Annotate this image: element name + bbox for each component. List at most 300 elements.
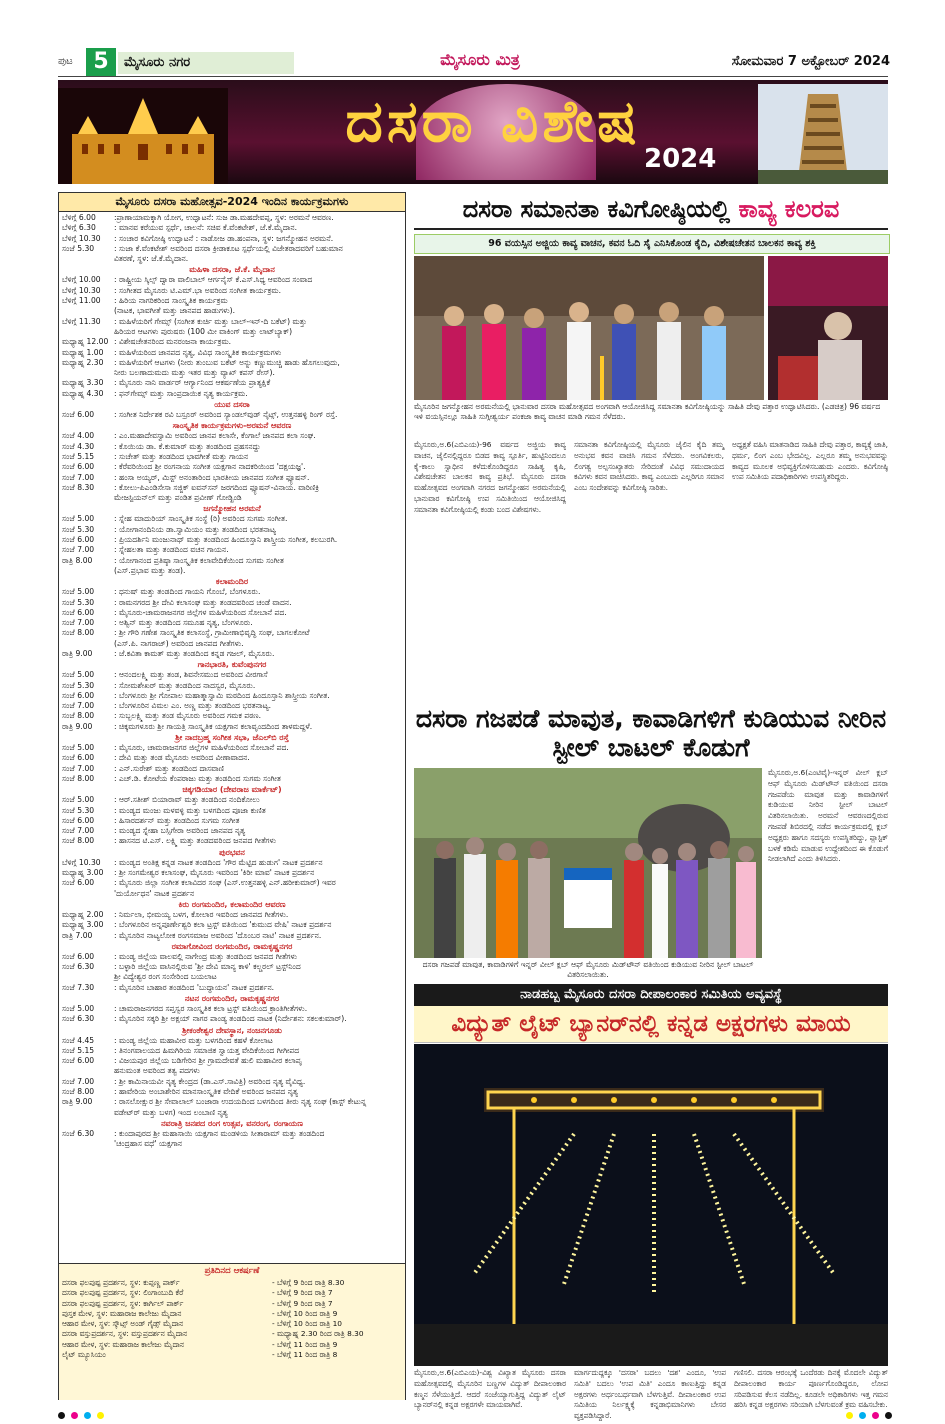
event-description: : ಕೆರೆವರಿಯಿಂದ ಶ್ರೀ ರಂಗನಾಯ ಸಂಗೀತ ಯಕ್ಷಗಾನ ನಾದಕರಿಯಿಂದ 'ದಕ್ಷಯಜ್ಞ'. xyxy=(114,462,306,472)
event-description: : ಮಂಡ್ಯ ಜಿಲ್ಲೆಯ ವಾಲವಲ್ಲಿ ನಾಗೇಂದ್ರ ಮತ್ತು ತಂಡದಿಂದ ಜನಪದ ಗೀತೆಗಳು xyxy=(114,951,298,961)
event-time: ಸಂಜೆ 7.30 xyxy=(62,982,95,992)
event-time: ಮಧ್ಯಾಹ್ನ 2.30 xyxy=(62,357,104,367)
schedule-row xyxy=(59,931,405,941)
schedule-row xyxy=(59,649,405,659)
schedule-row xyxy=(59,722,405,732)
event-time: ಸಂಜೆ 5.00 xyxy=(62,743,95,753)
venue-heading: ಸಾಂಸ್ಕೃತಿಕ ಕಾರ್ಯಕ್ರಮಗಳು-ಅರಮನೆ ಆವರಣ xyxy=(172,421,292,431)
schedule-row xyxy=(59,795,405,805)
attraction-hours: - ಬೆಳಿಗ್ಗೆ 9 ರಿಂದ ರಾತ್ರಿ 7 xyxy=(272,1298,333,1308)
attraction-row xyxy=(59,1329,405,1339)
event-description: (ಎಸ್.ಪ್ರಭಾವ ಮತ್ತು ತಂಡ). xyxy=(114,565,186,575)
schedule-row xyxy=(59,389,405,399)
event-description: : ಮಾನವ ಕರೆಯುವ ಸ್ಪರ್ಧೆ, ಚಾಲನೆ: ಸಚಿವ ಕೆ.ವೆಂಕಟೇಶ್, ಜೆ.ಕೆ.ಮೈದಾನ. xyxy=(114,223,298,233)
registration-dots-right xyxy=(846,1404,898,1423)
event-description: : ಶ್ರೀ ಕಾಮಿನಾಯವೀ ನೃತ್ಯ ಕೇಂದ್ರದ (ಡಾ.ಎಸ್.ಸಾವಿತ್ರಿ) ಅವರಿಂದ ನೃತ್ಯ ವೈವಿಧ್ಯ. xyxy=(114,1076,306,1086)
schedule-row xyxy=(59,296,405,306)
daily-attractions-box xyxy=(59,1263,405,1400)
newspaper-name: ಮೈಸೂರು ಮಿತ್ರ xyxy=(440,50,520,69)
schedule-row xyxy=(59,275,405,285)
schedule-row xyxy=(59,691,405,701)
page-number: 5 xyxy=(86,48,116,76)
event-time: ಸಂಜೆ 7.00 xyxy=(62,545,95,555)
story2-headline: ದಸರಾ ಗಜಪಡೆ ಮಾವುತ, ಕಾವಾಡಿಗಳಿಗೆ ಕುಡಿಯುವ ನೀರಿನ ಸ್ಟೀಲ್ ಬಾಟಲ್ ಕೊಡುಗೆ xyxy=(415,704,887,762)
event-time xyxy=(59,566,114,576)
story3-photo-light-arch xyxy=(414,1044,888,1366)
schedule-row xyxy=(59,1139,405,1149)
event-description: : ಸ್ನೇಹಲತಾ ಮತ್ತು ತಂಡದಿಂದ ವಚನ ಗಾಯನ. xyxy=(114,545,229,555)
story1-headline xyxy=(414,190,888,230)
schedule-row xyxy=(59,1129,405,1139)
schedule-row xyxy=(59,711,405,721)
event-time: ಮಧ್ಯಾಹ್ನ 1.00 xyxy=(62,347,104,357)
event-time: ಸಂಜೆ 8.00 xyxy=(62,1087,95,1097)
event-time: ಸಂಜೆ 4.45 xyxy=(62,1035,95,1045)
event-description: : ಮಹಿಳೆಯರಿಂದ ಜಾನಪದ ನೃತ್ಯ, ವಿವಿಧ ಸಾಂಸ್ಕೃತಿಕ ಕಾರ್ಯಕ್ರಮಗಳು xyxy=(114,347,282,357)
event-time: ಸಂಜೆ 5.00 xyxy=(62,670,95,680)
schedule-row xyxy=(59,327,405,337)
story1-column-2: ಸಮಾನತಾ ಕವಿಗೋಷ್ಠಿಯಲ್ಲಿ ಮೈಸೂರು ಜೈಲಿನ ಕೈದಿ ತಮ್ಮ ಅನುಭವ ಕವನ ವಾಚಿಸಿ ಗಮನ ಸೆಳೆದರು. ಅಂಗವಿಕಲರು, ಲಿಂಗತ್ವ ಅಲ್ಪಸಂಖ್ಯಾತರು ಸೇರಿದಂತೆ ವಿವಿಧ ಸಮುದಾಯದ ಕವಿಗಳು ಕವನ ವಾಚಿಸಿದರು. ಕಾವ್ಯ ಎಂಬುದು ಎಲ್ಲರಿಗೂ ಸಮಾನ ಎಂಬ ಸಂದೇಶವನ್ನು ಕವಿಗೋಷ್ಠಿ ಸಾರಿತು. xyxy=(574,440,724,493)
schedule-row xyxy=(59,1087,405,1097)
venue-heading: ಶ್ರೀಕಂಠೇಶ್ವರ ದೇವಸ್ಥಾನ, ನಂಜನಗೂಡು xyxy=(182,1025,282,1035)
schedule-row xyxy=(59,348,405,358)
event-description: : ಫನ್‌ಗೇಮ್ಸ್ ಮತ್ತು ಸಾಂಪ್ರದಾಯಿಕ ನೃತ್ಯ ಕಾರ್ಯಕ್ರಮ. xyxy=(114,388,248,398)
attraction-name: ದಸರಾ ಫಲಪುಷ್ಪ ಪ್ರದರ್ಶನ, ಸ್ಥಳ: ಲಿಂಗಾಂಬುದಿ ಕೆರೆ xyxy=(62,1288,184,1298)
venue-heading: ಮಹಿಳಾ ದಸರಾ, ಜೆ.ಕೆ. ಮೈದಾನ xyxy=(189,265,275,275)
schedule-row xyxy=(59,910,405,920)
event-time: ಸಂಜೆ 5.30 xyxy=(62,524,95,534)
schedule-row xyxy=(59,1066,405,1076)
event-description: : ಎಂ.ಮಹಾದೇವಸ್ವಾಮಿ ಅವರಿಂದ ಜಾನಪ ಕಲಾಸೇ, ಕೆಂಗಾಲೆ ಜಾನಪದ ಕಲಾ ಸಂಘ. xyxy=(114,431,316,441)
schedule-row xyxy=(59,889,405,899)
attraction-hours: - ಬೆಳಿಗ್ಗೆ 10 ರಿಂದ ರಾತ್ರಿ 10 xyxy=(272,1319,343,1329)
event-description: : ಹಾವೇರಿಯ ಅಂಬಾಶೇರಿನ ಮಾನಸಾಂಸ್ಕೃತಿಕ ವೇದಿಕೆ ಅವರಿಂದ ಜನಪದ ನೃತ್ಯ xyxy=(114,1087,298,1097)
schedule-row xyxy=(59,244,405,254)
event-time xyxy=(59,327,114,337)
event-time: ಸಂಜೆ 6.00 xyxy=(62,410,95,420)
event-time: ಮಧ್ಯಾಹ್ನ 2.00 xyxy=(62,909,104,919)
schedule-heading: ಮೈಸೂರು ದಸರಾ ಮಹೋತ್ಸವ-2024 ಇಂದಿನ ಕಾರ್ಯಕ್ರಮಗಳು xyxy=(59,193,405,212)
schedule-row xyxy=(59,452,405,462)
event-description: : ಅಶ್ವಿನ್ ಮತ್ತು ತಂಡದಿಂದ ಸಮೂಹ ನೃತ್ಯ, ಬೆಂಗಳೂರು. xyxy=(114,618,253,628)
schedule-row xyxy=(59,431,405,441)
event-description: (ಎಸ್.ಪಿ. ನಾಗರಾಜ್) ಅವರಿಂದ ಜಾನಪದ ಗೀತೆಗಳು. xyxy=(114,638,244,648)
schedule-row xyxy=(59,806,405,816)
event-description: : ಬೆಂಗಳೂರಿನ ವಿಮಲ ಎಂ. ಅಣ್ಣ ಮತ್ತು ತಂಡದಿಂದ ಭರತನಾಟ್ಯ. xyxy=(114,701,272,711)
schedule-row xyxy=(59,962,405,972)
schedule-row xyxy=(59,545,405,555)
schedule-row xyxy=(59,337,405,347)
events-schedule-box xyxy=(58,192,406,1400)
event-time: ಬೆಳಿಗ್ಗೆ 10.30 xyxy=(62,285,101,295)
event-description: : ಪ್ರಿಯದರ್ಶಿನಿ ಮಂಜುನಾಥ್ ಮತ್ತು ತಂಡದಿಂದ ಹಿಂದೂಸ್ತಾನಿ ಶಾಸ್ತ್ರೀಯ ಸಂಗೀತ, ಕಲಬುರಗಿ. xyxy=(114,535,338,545)
story2-photo-elephant-camp xyxy=(414,768,762,958)
event-description: : ಚಾಮರಾಜನಗರದ ಸಪ್ತಸ್ವರ ಸಾಂಸ್ಕೃತಿಕ ಕಲಾ ಟ್ರಸ್ಟ್ ವತಿಯಿಂದ ಕ್ರಾಂತಿಗೀತೆಗಳು. xyxy=(114,1004,308,1013)
schedule-row xyxy=(59,1046,405,1056)
story3-kicker: ನಾಡಹಬ್ಬ ಮೈಸೂರು ದಸರಾ ದೀಪಾಲಂಕಾರ ಸಮಿತಿಯ ಅವ್ಯವಸ್ಥೆ xyxy=(414,984,888,1006)
event-time: ಸಂಜೆ 7.00 xyxy=(62,826,95,836)
schedule-row xyxy=(59,639,405,649)
event-time: ಸಂಜೆ 7.00 xyxy=(62,472,95,482)
event-time: ಸಂಜೆ 6.00 xyxy=(62,753,95,763)
event-description: : ಕುಂದಾಪುರದ ಶ್ರೀ ಮಹಾಸಾಯಿ ಯಕ್ಷಗಾನ ಮಂಡಳಿಯ ಸೀತಾರಾಮ್ ಮತ್ತು ತಂಡದಿಂದ xyxy=(114,1128,325,1138)
dasara-special-banner xyxy=(58,80,888,184)
event-description: : ಹಿಸಾರದರ್ಶನ್ ಮತ್ತು ತಂಡದಿಂದ ಸುಗಮ ಸಂಗೀತ xyxy=(114,815,240,825)
event-description: : ಮಂಡ್ಯದ ಮಂಜು ಮಳವಳ್ಳಿ ಮತ್ತು ಬಳಗದಿಂದ ಪೂಜಾ ಕುಣಿತ xyxy=(114,805,266,815)
event-time: ರಾತ್ರಿ 9.00 xyxy=(62,721,93,731)
schedule-row xyxy=(59,868,405,878)
attraction-name: ಆಹಾರ ಮೇಳ, ಸ್ಥಳ: ಸ್ಕೌಟ್ಸ್ ಅಂಡ್ ಗೈಡ್ಸ್ ಮೈದಾನ xyxy=(62,1319,184,1329)
event-time: ಸಂಜೆ 6.30 xyxy=(62,962,95,972)
event-description: : ಯೋಗಾನಂದಿನಿಯ ಡಾ.ಸ್ವಾಮಿಯಂ ಮತ್ತು ತಂಡದಿಂದ ಭರತನಾಟ್ಯ xyxy=(114,524,276,534)
story1-headline-highlight: ಕಾವ್ಯ ಕಲರವ xyxy=(738,195,840,223)
event-time: ಸಂಜೆ 8.00 xyxy=(62,836,95,846)
event-description: : ಮಂಡ್ಯ ಜಿಲ್ಲೆಯ ಮಹಾವೀರ ಮತ್ತು ಬಳಗದಿಂದ ಕಹಳೆ ಕೋಲಾಟ xyxy=(114,1035,273,1045)
event-description: : ಮಂಡ್ಯದ ಸ್ನೇಹಾ ಬಸ್ಸಿಗೇರಾ ಅವರಿಂದ ಜಾನಪದ ನೃತ್ಯ xyxy=(114,826,246,836)
event-description: : ಜೆ.ಕವಿತಾ ಕಾಮತ್ ಮತ್ತು ತಂಡದಿಂದ ಕನ್ನಡ ಗಜಲ್, ಮೈಸೂರು. xyxy=(114,648,275,658)
schedule-row xyxy=(59,608,405,618)
event-description: : ಮೈಸೂರು ನಾನಿ ವಾರ್ಡರ್ ಆರ್ಗ್ಯಾನಿಂದ ಆಕರ್ಷಣೆಯ ಪ್ರಾತ್ಯಕ್ಷಿಕೆ xyxy=(114,378,271,388)
event-description: : ಆನಂದಲಕ್ಷ್ಮಿ ಮತ್ತು ತಂಡ, ಶಿವನೇಸಮುದ ಅವರಿಂದ ವೀರಗಾಸೆ xyxy=(114,670,268,680)
event-description: : ಮೈಸೂರಿನ ನಾಟ್ಯಲೋಕ ರಂಗಸಮಾಜ ಅವರಿಂದ 'ದೊಂಬರ ನಾಟಿ' ನಾಟಕ ಪ್ರದರ್ಶನ. xyxy=(114,930,322,940)
venue-heading: ಗಾನಭಾರತಿ, ಕುವೆಂಪುನಗರ xyxy=(197,660,267,670)
event-description: : ಶ್ರೀ ಗೌರಿ ಗಣೇಶ ಸಾಂಸ್ಕೃತಿಕ ಕಲಾಸಂಸ್ಥೆ, ಗ್ರಾಮೀಣಾಭಿವೃದ್ಧಿ ಸಂಘ, ಬಾಗಲಕೋಟೆ xyxy=(114,628,310,638)
palace-illustration xyxy=(58,88,228,184)
attraction-hours: - ಬೆಳಿಗ್ಗೆ 11 ರಿಂದ ರಾತ್ರಿ 9 xyxy=(272,1339,338,1349)
event-description: : ಮೈಸೂರಿನ ಬಾಹಾರ ತಂಡದಿಂದ 'ಬುದ್ಧಾಯನ' ನಾಟಕ ಪ್ರದರ್ಶನ. xyxy=(114,982,275,992)
attraction-name: ದಸರಾ ಫಲಪುಷ್ಪ ಪ್ರದರ್ಶನ, ಸ್ಥಳ: ಕಾರ್ಗಿಲ್ ಪಾರ್ಕ್ xyxy=(62,1298,184,1308)
schedule-row xyxy=(59,1056,405,1066)
event-time xyxy=(59,368,114,378)
schedule-row xyxy=(59,234,405,244)
event-time: ಸಂಜೆ 5.15 xyxy=(62,451,95,461)
event-time: ಸಂಜೆ 6.00 xyxy=(62,878,95,888)
attraction-row xyxy=(59,1350,405,1360)
story3-column-1: ಮೈಸೂರು,ಅ.6(ಎಬಿಎಯ)-ವಿಶ್ವ ವಿಖ್ಯಾತ ಮೈಸೂರು ದಸರಾ ಮಹೋತ್ಸವದಲ್ಲಿ ಮೈಸೂರಿನ ಬಣ್ಣಗಳ ವಿದ್ಯುತ್ ದೀಪಾಲಂಕಾರ ಕಣ್ಮನ ಸೆಳೆಯುತ್ತಿದೆ. ಆದರೆ ಸಂಜೆಯ್ಯಾಗುತ್ತಿದ್ದ ವಿದ್ಯುತ್ ಲೈಟ್ ಬ್ಯಾನರ್‌ನಲ್ಲಿ ಕನ್ನಡ ಅಕ್ಷರಗಳೇ ಮಾಯವಾಗಿವೆ. xyxy=(414,1368,566,1410)
attraction-name: ಲೈಟ್ ಮ್ಯೂಸಿಯಂ xyxy=(62,1350,106,1360)
venue-heading: ಶ್ರೀ ನಾದಬ್ರಹ್ಮ ಸಂಗೀತ ಸಭಾ, ಜೆಎಲ್‌ಬಿ ರಸ್ತೆ xyxy=(175,733,289,743)
event-description: : ರಾಸಲೋಕ್ಷುರ ಶ್ರೀ ಸೇವಾಲಾಲ್ ಬಂಜಾರಾ ಉದಯದಿಂದ ಬಳಗದಿಂದ ತೀರು ನೃತ್ಯ ಸಂಘ (ಕಾಸ್ಟ್ ಕೇಟುನ್ನ xyxy=(114,1097,367,1107)
event-time: ಬೆಳಿಗ್ಗೆ 6.30 xyxy=(62,223,96,233)
schedule-row xyxy=(59,1097,405,1107)
schedule-row xyxy=(59,483,405,493)
schedule-row xyxy=(59,1108,405,1118)
attraction-row xyxy=(59,1299,405,1309)
event-time: ಸಂಜೆ 6.00 xyxy=(62,951,95,961)
event-time: ಸಂಜೆ 5.00 xyxy=(62,1004,95,1013)
event-description: : ಬೆಂಗಳೂರಿನ ಅನ್ನಪೂರ್ಣೇಶ್ವರಿ ಕಲಾ ಟ್ರಸ್ಟ್ ವತಿಯಿಂದ 'ಕುಮುದ ವೇಷಿ' ನಾಟಕ ಪ್ರದರ್ಶನ xyxy=(114,920,332,930)
event-description: : ಮಹಿಳೆಯರಿಗೆ ಆಟಗಳು (ನೀರು ತುಂಬುವ ಬಕೆಟ್ ಅನ್ನು ಕಣ್ಣುಮುಚ್ಚಿ ಹಾಡು ಹೊಗಲುವುದು, xyxy=(114,357,340,367)
attraction-hours: - ಬೆಳಿಗ್ಗೆ 10 ರಿಂದ ರಾತ್ರಿ 9 xyxy=(272,1308,338,1318)
event-time: ಬೆಳಿಗ್ಗೆ 11.30 xyxy=(62,316,101,326)
event-time: ಬೆಳಿಗ್ಗೆ 10.00 xyxy=(62,275,101,285)
event-time xyxy=(59,972,114,982)
event-time: ಸಂಜೆ 6.00 xyxy=(62,462,95,472)
event-time: ಸಂಜೆ 6.30 xyxy=(62,1128,95,1138)
event-description: : ಕೊಯಿಯ ಡಾ. ಕೆ.ಕುಮಾರ್ ಮತ್ತು ತಂಡದಿಂದ ಪ್ರಹಸನದ್ದು xyxy=(114,441,261,451)
schedule-list xyxy=(59,213,405,1150)
event-description: : ಎಚ್.ಡಿ. ಕೋಟೆಯ ಕೆಂಪರಾಜು ಮತ್ತು ತಂಡದಿಂದ ಸುಗಮ ಸಂಗೀತ xyxy=(114,773,281,783)
event-time xyxy=(59,1108,114,1118)
event-time: ಬೆಳಿಗ್ಗೆ 11.00 xyxy=(62,296,101,306)
attraction-hours: - ಬೆಳಿಗ್ಗೆ 11 ರಿಂದ ರಾತ್ರಿ 8 xyxy=(272,1350,338,1360)
event-description: : ದೇವಿ ಮತ್ತು ತಂಡ ಮೈಸೂರು ಅವರಿಂದ ವೀಣಾವಾದನ. xyxy=(114,753,250,763)
section-name: ಮೈಸೂರು ನಗರ xyxy=(118,52,294,74)
schedule-row xyxy=(59,317,405,327)
schedule-row xyxy=(59,670,405,680)
schedule-row xyxy=(59,473,405,483)
event-time: ಸಂಜೆ 7.00 xyxy=(62,618,95,628)
event-time: ಸಂಜೆ 8.00 xyxy=(62,711,95,721)
event-description: : ಮೈಸೂರು-ಚಾಮರಾಜನಗರ ಜಿಲ್ಲೆಗಳ ಮಹಿಳೆಯರಿಂದ ಸೋಬಾನೆ ಪದ. xyxy=(114,607,287,617)
venue-heading: ಚಿಕ್ಕಗಡಿಯಾರ (ದೇವರಾಜ ಮಾರ್ಕೆಟ್) xyxy=(182,785,282,795)
schedule-row xyxy=(59,816,405,826)
event-description: : ಎನ್.ಸುರೇಶ್ ಮತ್ತು ತಂಡದಿಂದ ದಾಸವಾಣಿ xyxy=(114,763,225,773)
event-description: : ರಾಷ್ಟ್ರೀಯ ಸ್ಕಿಲ್ಸ್ ದ್ವಾರಾ ವಾಲಿಬಾಲ್ ಆರ್ಗನೈಸ್ ಕೆ.ಎಸ್.ಸಿಧ್ಯ ಆವರಿಂದ ಸಂವಾದ xyxy=(114,275,313,285)
event-description: : ಮಂಡ್ಯದ ಅಂತಿಕ್ಷ ಕನ್ನಡ ನಾಟಕ ತಂಡದಿಂದ 'ಗೌರ ಮೆಟ್ಟಿದ ಹುಡುಗ' ನಾಟಕ ಪ್ರದರ್ಶನ xyxy=(114,857,323,867)
event-description: 'ಚಂದ್ರಹಾಸ ವಧೆ' ಯಕ್ಷಗಾನ xyxy=(114,1139,183,1149)
event-time: ಸಂಜೆ 7.00 xyxy=(62,1076,95,1086)
event-time: ಸಂಜೆ 5.00 xyxy=(62,514,95,524)
schedule-row xyxy=(59,254,405,264)
event-time: ಬೆಳಿಗ್ಗೆ 6.00 xyxy=(62,213,96,222)
event-time: ಸಂಜೆ 6.30 xyxy=(62,1014,95,1024)
event-description: : ಕೋಲು-ಪಿಎಂಡಿಸೇಸಾ ಸಜ್ಜಿಕ್ ಐವನ್‌ಸನ್ ಜರಗದಿಂದ ಫ್ಯೂಷನ್-ವಿನಾಯ. ವಾರಿಣಿಕ್ರಿ xyxy=(114,482,320,492)
schedule-row xyxy=(59,1077,405,1087)
event-description: ನೀರು ಬಲಣಾದುಮದು ಮತ್ತು ಇತರ ಮತ್ತು ವ್ಯಾಖ್ ಕಪಸ್ ರೇಸ್). xyxy=(114,368,275,378)
schedule-row xyxy=(59,1014,405,1024)
schedule-row xyxy=(59,983,405,993)
event-time xyxy=(59,889,114,899)
event-time: ಸಂಜೆ 6.00 xyxy=(62,690,95,700)
event-time: ಮಧ್ಯಾಹ್ನ 3.30 xyxy=(62,378,104,388)
event-description: : ಮೈಸೂರಿನ ಸಕ್ಕರಿ ಶ್ರೀ ಅಕ್ಷಯ್ ನಾಗರ ಪಾಂಡ್ಯ ತಂಡದಿಂದ ನಾಟಕ (ನಿರ್ದೇಶನ: ಸಕಲಕುಮಾರ್). xyxy=(114,1014,347,1024)
story1-column-1: ಮೈಸೂರು,ಅ.6(ಎಬಿಎಯ)-96 ವರ್ಷದ ಅಜ್ಜಿಯ ಕಾವ್ಯ ವಾಚನ, ಜೈಲಿನಲ್ಲಿದ್ದರೂ ಬಿಡದ ಕಾವ್ಯ ಸ್ಪೂರ್ತಿ, ಹುಟ್ಟಿನಿಂದಲೂ ಕೈ-ಕಾಲು ಸ್ವಾಧೀನ ಕಳೆದುಕೊಂಡಿದ್ದರೂ ಸಾಹಿತ್ಯ ಕೃಷಿ, ವಿಶೇಷಚೇತನ ಬಾಲಕನ ಕಾವ್ಯ ಪ್ರತಿಭೆ. ಮೈಸೂರು ದಸರಾ ಮಹೋತ್ಸವದ ಅಂಗವಾಗಿ ನಗರದ ಜಗನ್ಮೋಹನ ಅರಮನೆಯಲ್ಲಿ ಭಾನುವಾರ ಕವಿಗೋಷ್ಠಿ ಉಪ ಸಮಿತಿಯಿಂದ ಆಯೋಜಿಸಿದ್ದ ಸಮಾನತಾ ಕವಿಗೋಷ್ಠಿಯಲ್ಲಿ ಕಂಡು ಬಂದ ವಿಶೇಷಗಳು. xyxy=(414,440,566,514)
event-time: ಸಂಜೆ 8.00 xyxy=(62,628,95,638)
event-time: ಮಧ್ಯಾಹ್ನ 3.00 xyxy=(62,868,104,878)
venue-heading: ಕಲಾಮಂದಿರ xyxy=(215,577,249,587)
event-time: ಸಂಜೆ 8.30 xyxy=(62,482,95,492)
schedule-row xyxy=(59,368,405,378)
event-time xyxy=(59,639,114,649)
venue-heading: ಜಗನ್ಮೋಹನ ಅರಮನೆ xyxy=(203,504,261,514)
schedule-row xyxy=(59,514,405,524)
event-description: : ಧನುಷ್ ಮತ್ತು ತಂಡದಿಂದ ಗಾಯನಿ ಗೊಂಬೆ, ಬೆಂಗಳೂರು. xyxy=(114,587,261,597)
banner-title: ದಸರಾ ವಿಶೇಷ xyxy=(345,87,641,155)
event-description: ಹನುಮಂತ ಅವರಿಂದ ತತ್ವ ಪದಗಳು xyxy=(114,1066,200,1076)
event-description: : ಸ್ನೇಹ ಮಾದುರಿಯ್ ಸಾಂಸ್ಕೃತಿಕ ಸಂಸ್ಥೆ (ರಿ) ಅವರಿಂದ ಸುಗಮ ಸಂಗೀತ. xyxy=(114,514,288,524)
schedule-row xyxy=(59,306,405,316)
schedule-row xyxy=(59,1036,405,1046)
story1-photo-elderly-poet xyxy=(768,256,888,400)
event-description: ಶ್ರೀ ವಿದ್ಯೇಶ್ವರ ರಂಗ ಸಂಸೇರಿಂದ ಬಯಲಾಟ xyxy=(114,972,217,982)
event-time: ಮಧ್ಯಾಹ್ನ 4.30 xyxy=(62,388,104,398)
schedule-row xyxy=(59,878,405,888)
event-time: ಮಧ್ಯಾಹ್ನ 12.00 xyxy=(62,337,109,347)
event-time: ಸಂಜೆ 4.00 xyxy=(62,431,95,441)
schedule-row xyxy=(59,952,405,962)
venue-heading: ನವರಾತ್ರಿ ಜನಪದ ರಂಗ ಉತ್ಸವ, ವನರಂಗ, ರಂಗಾಯಣ xyxy=(161,1118,303,1128)
temple-tower-illustration xyxy=(758,84,888,184)
attraction-name: ಆಹಾರ ಮೇಳ, ಸ್ಥಳ: ಮಹಾರಾಜ ಕಾಲೇಜು ಮೈದಾನ xyxy=(62,1339,185,1349)
issue-date: ಸೋಮವಾರ 7 ಅಕ್ಟೋಬರ್ 2024 xyxy=(731,54,890,69)
daily-attractions-heading: ಪ್ರತಿದಿನದ ಆಕರ್ಷಣೆ xyxy=(204,1266,260,1276)
event-description: : ವಿಜಯಪುರ ಜಿಲ್ಲೆಯ ಬಡಿಗೇರಿನ ಶ್ರೀ ಗ್ರಾಮದೇವತೆ ಹುಲಿ ಮಹಾವೀರ ಕಲಾಪೃ xyxy=(114,1056,302,1066)
event-description: : ಹಿರಿಯ ನಾಗರಿಕರಿಂದ ಸಾಂಸ್ಕೃತಿಕ ಕಾರ್ಯಕ್ರಮ xyxy=(114,296,228,306)
event-description: : ಸೋಮಶೇಖರ್ ಮತ್ತು ತಂಡದಿಂದ ನಾದಸ್ವರ, ಮೈಸೂರು. xyxy=(114,680,256,690)
attraction-row xyxy=(59,1288,405,1298)
schedule-row xyxy=(59,753,405,763)
event-description: : ವಿಶೇಷಚೇತನರಿಂದ ಮನರಂಜನಾ ಕಾರ್ಯಕ್ರಮ. xyxy=(114,337,232,347)
attraction-hours: - ಬೆಳಿಗ್ಗೆ 9 ರಿಂದ ರಾತ್ರಿ 8.30 xyxy=(272,1278,345,1287)
attraction-name: ಪುಸ್ತಕ ಮೇಳ, ಸ್ಥಳ: ಮಹಾರಾಜ ಕಾಲೇಜು ಮೈದಾನ xyxy=(62,1308,182,1318)
attraction-hours: - ಮಧ್ಯಾಹ್ನ 2.30 ರಿಂದ ರಾತ್ರಿ 8.30 xyxy=(272,1329,364,1339)
event-time: ಸಂಜೆ 6.00 xyxy=(62,815,95,825)
schedule-row xyxy=(59,410,405,420)
schedule-row xyxy=(59,535,405,545)
event-time xyxy=(59,1139,114,1149)
event-description: : ಯೋಗಾನಂದ ಪ್ರತಿಷ್ಠಾ ಸಾಂಸ್ಕೃತಿಕ ಕಲಾವೇದಿಕೆಯಿಂದ ಸುಗಮ ಸಂಗೀತ xyxy=(114,555,284,565)
event-description: : ಸಂಚಾರ ಕವಿಗೋಷ್ಠಿ ಉದ್ಘಾಟನೆ : ನಾಡೋಜ ಡಾ.ಹಂಪನಾ, ಸ್ಥಳ: ಜಗನ್ಮೋಹನ ಅರಮನೆ. xyxy=(114,233,334,243)
story2-caption: ದಸರಾ ಗಜಪಡೆ ಮಾವುತ, ಕಾವಾಡಿಗಳಿಗೆ ಇನ್ನರ್ ವೀಲ್ ಕ್ಲಬ್ ಆಫ್ ಮೈಸೂರು ಮಿಡ್‌ಟೌನ್ ವತಿಯಿಂದ ಕುಡಿಯುವ ನೀರಿನ ಸ್ಟೀಲ್ ಬಾಟಲ್ ವಿತರಿಸಲಾಯಿತು. xyxy=(414,960,762,980)
story1-photo-lamp-lighting xyxy=(414,256,764,400)
schedule-row xyxy=(59,701,405,711)
page-label: ಪುಟ xyxy=(58,56,73,67)
event-time: ರಾತ್ರಿ 9.00 xyxy=(62,648,93,658)
event-description: : ಸಂಗೀತ ನಿರ್ದೇಶಕ ರವಿ ಬಸ್ರೂರ್ ಅವರಿಂದ ಸ್ಯಾಂಡಲ್‌ವುಡ್ ನೈಟ್ಸ್, ಉತ್ತನಹಳ್ಳಿ ರಿಂಗ್ ರಸ್ತೆ. xyxy=(114,410,338,420)
event-time: ಸಂಜೆ 6.00 xyxy=(62,1056,95,1066)
event-description: : ಬೆಂಗಳೂರು ಶ್ರೀ ಗೋಪಾಲ ಮಹಾತ್ಮಾಸ್ವಾಮಿ ಮಠದಿಂದ ಹಿಂದೂಸ್ತಾನಿ ಶಾಸ್ತ್ರೀಯ ಸಂಗೀತ. xyxy=(114,690,330,700)
attraction-row xyxy=(59,1319,405,1329)
story3-headline: ವಿದ್ಯುತ್ ಲೈಟ್ ಬ್ಯಾನರ್‌ನಲ್ಲಿ ಕನ್ನಡ ಅಕ್ಷರಗಳು ಮಾಯ xyxy=(414,1006,888,1043)
attraction-name: ದಸರಾ ವಸ್ತುಪ್ರದರ್ಶನ, ಸ್ಥಳ: ವಸ್ತುಪ್ರದರ್ಶನ ಮೈದಾನ xyxy=(62,1329,188,1339)
event-description: : ತಿನಂಗವಾಲಯದ ಹಿಮಗಿರಿಯ ಸಮಾಜಿಕ ಸ್ವಾಯತ್ತ ವೇದಿಕೆಯಿಂದ ಗೀಗೀಪದ xyxy=(114,1045,300,1055)
event-time: ಸಂಜೆ 4.30 xyxy=(62,441,95,451)
story1-column-3: ಅಧ್ಯಕ್ಷತೆ ವಹಿಸಿ ಮಾತನಾಡಿದ ಸಾಹಿತಿ ದೇವು ಪತ್ತಾರ, ಕಾವ್ಯಕ್ಕೆ ಜಾತಿ, ಧರ್ಮ, ಲಿಂಗ ಎಂಬ ಭೇದವಿಲ್ಲ. ಎಲ್ಲರೂ ತಮ್ಮ ಅನುಭವವನ್ನು ಕಾವ್ಯದ ಮೂಲಕ ಅಭಿವ್ಯಕ್ತಿಗೊಳಿಸಬಹುದು ಎಂದರು. ಕವಿಗೋಷ್ಠಿ ಉಪ ಸಮಿತಿಯ ಪದಾಧಿಕಾರಿಗಳು ಉಪಸ್ಥಿತರಿದ್ದರು. xyxy=(732,440,888,482)
schedule-row xyxy=(59,213,405,223)
event-time: ಸಂಜೆ 6.00 xyxy=(62,535,95,545)
daily-attractions-list xyxy=(59,1278,405,1360)
event-time: ಸಂಜೆ 5.00 xyxy=(62,795,95,805)
event-description: :ಪ್ರಾಣಾಯಾಮಕ್ಕಾಗಿ ಯೋಗ, ಉದ್ಘಾಟನೆ: ಸುಜ ಡಾ.ಮಹದೇವಪ್ಪ, ಸ್ಥಳ: ಅರಮನೆ ಆವರಣ. xyxy=(114,213,334,222)
event-description: : ಚಿಕ್ಕಮಗಳೂರು ಶ್ರೀ ಗಾಯತ್ರಿ ಸಾಂಸ್ಕೃತಿಕ ಯಕ್ಷಗಾನ ಕಲಾವೃಂದದಿಂದ ತಾಳಮದ್ದಳೆ. xyxy=(114,721,313,731)
event-time: ಸಂಜೆ 5.00 xyxy=(62,587,95,597)
schedule-row xyxy=(59,920,405,930)
schedule-row xyxy=(59,618,405,628)
schedule-row xyxy=(59,628,405,638)
schedule-row xyxy=(59,587,405,597)
event-description: : ಹಾಸನದ ಟಿ.ಎಸ್. ಲಕ್ಷ್ಮಿ ಮತ್ತು ತಂಡದವರಿಂದ ಜನಪದ ಗೀತೆಗಳು xyxy=(114,836,277,846)
schedule-row xyxy=(59,442,405,452)
event-time: ಬೆಳಿಗ್ಗೆ 10.30 xyxy=(62,857,101,867)
event-description: : ಸುಜಾ ಕೆ.ವೆಂಕಟೇಶ್ ಅವರಿಂದ ದಸರಾ ಕ್ರೀಡಾಕೂಟ ಸ್ಪರ್ಧೆಯಲ್ಲಿ ವಿಜೇತರಾದವರಿಗೆ ಬಹುಮಾನ xyxy=(114,243,343,253)
event-description: (ನಾಟಕ, ಭಾವಗೀತೆ ಮತ್ತು ಜಾನಪದ ಹಾಡುಗಳು). xyxy=(114,306,236,316)
schedule-row xyxy=(59,1004,405,1014)
story1-subhead: 96 ವಯಸ್ಸಿನ ಅಜ್ಜಿಯ ಕಾವ್ಯ ವಾಚನ, ಕವನ ಓದಿ ಸೈ ಎನಿಸಿಕೊಂಡ ಕೈದಿ, ವಿಶೇಷಚೇತನ ಬಾಲಕನ ಕಾವ್ಯ ಶಕ್ತಿ xyxy=(414,234,890,254)
attraction-hours: - ಬೆಳಿಗ್ಗೆ 9 ರಿಂದ ರಾತ್ರಿ 7 xyxy=(272,1288,333,1298)
story3-column-3: ಗಣಿಸಲಿ. ದಸರಾ ಆರಂಭಕ್ಕೆ ಒಂದೆರಡು ದಿನಕ್ಕೆ ಮೊದಲೇ ವಿದ್ಯುತ್ ದೀಪಾಲಂಕಾರ ಕಾರ್ಯ ಪೂರ್ಣಗೊಂಡಿದ್ದರೂ, ಲೋಪ ಸರಿಪಡಿಸುವ ಕೆಲಸ ನಡೆದಿಲ್ಲ. ಕೂಡಲೇ ಅಧಿಕಾರಿಗಳು ಇತ್ತ ಗಮನ ಹರಿಸಿ ಕನ್ನಡ ಅಕ್ಷರಗಳು ಸರಿಯಾಗಿ ಬೆಳಗುವಂತೆ ಕ್ರಮ ವಹಿಸಬೇಕು. xyxy=(734,1368,888,1410)
attraction-row xyxy=(59,1278,405,1288)
schedule-row xyxy=(59,826,405,836)
schedule-row xyxy=(59,378,405,388)
event-time xyxy=(59,254,114,264)
event-time: ಸಂಜೆ 5.15 xyxy=(62,1045,95,1055)
event-time: ಮಧ್ಯಾಹ್ನ 3.00 xyxy=(62,920,104,930)
venue-heading: ಯುವ ದಸರಾ xyxy=(214,400,250,410)
event-description: : ಸುಚೇತ್ ಮತ್ತು ತಂಡದಿಂದ ಭಾವಗೀತೆ ಮತ್ತು ಗಾಯನ xyxy=(114,451,249,461)
schedule-row xyxy=(59,493,405,503)
event-time xyxy=(59,493,114,503)
event-description: : ಆರ್.ಸತೀಶ್ ಬಿಯಾರಾವ್ ಮತ್ತು ತಂಡದಿಂದ ನಂದಿಕೋಲು xyxy=(114,795,260,805)
venue-heading: ರಮಾಗೋವಿಂದ ರಂಗಮಂದಿರ, ರಾಮಕೃಷ್ಣನಗರ xyxy=(171,941,293,951)
story2-body: ಮೈಸೂರು,ಅ.6(ಎಂಟಿವೈ)-ಇನ್ನರ್ ವೀಲ್ ಕ್ಲಬ್ ಆಫ್ ಮೈಸೂರು ಮಿಡ್‌ಟೌನ್ ವತಿಯಿಂದ ದಸರಾ ಗಜಪಡೆಯ ಮಾವುತ ಮತ್ತು ಕಾವಾಡಿಗಳಿಗೆ ಕುಡಿಯುವ ನೀರಿನ ಸ್ಟೀಲ್ ಬಾಟಲ್ ವಿತರಿಸಲಾಯಿತು. ಅರಮನೆ ಆವರಣದಲ್ಲಿರುವ ಗಜಪಡೆ ಶಿಬಿರದಲ್ಲಿ ನಡೆದ ಕಾರ್ಯಕ್ರಮದಲ್ಲಿ ಕ್ಲಬ್ ಅಧ್ಯಕ್ಷರು ಹಾಗೂ ಸದಸ್ಯರು ಉಪಸ್ಥಿತರಿದ್ದು, ಪ್ಲಾಸ್ಟಿಕ್ ಬಳಕೆ ಕಡಿಮೆ ಮಾಡುವ ಉದ್ದೇಶದಿಂದ ಈ ಕೊಡುಗೆ ನೀಡಲಾಗಿದೆ ಎಂದು ತಿಳಿಸಿದರು. xyxy=(768,768,888,864)
event-description: : ಮೈಸೂರು ಜಿಲ್ಲಾ ಸಂಗೀತ ಕಲಾವಿದರ ಸಂಘ (ಎಸ್.ಉತ್ತನಹಳ್ಳಿ ಎನ್.ಹರೀಕುಮಾರ್) ಇವರ xyxy=(114,878,336,888)
event-description: : ರಾಮನಗರದ ಶ್ರೀ ದೇವಿ ಕಲಾಸಂಘ ಮತ್ತು ತಂಡದವರಿಂದ ಚಂಡೆ ವಾದನ. xyxy=(114,597,292,607)
registration-dots-left xyxy=(58,1404,110,1423)
schedule-row xyxy=(59,286,405,296)
story1-caption: ಮೈಸೂರಿನ ಜಗನ್ಮೋಹನ ಅರಮನೆಯಲ್ಲಿ ಭಾನುವಾರ ದಸರಾ ಮಹೋತ್ಸವದ ಅಂಗವಾಗಿ ಆಯೋಜಿಸಿದ್ದ ಸಮಾನತಾ ಕವಿಗೋಷ್ಠಿಯನ್ನು ಸಾಹಿತಿ ದೇವು ಪತ್ತಾರ ಉದ್ಘಾಟಿಸಿದರು. (ಎಡಚಿತ್ರ) 96 ವರ್ಷದ ಇಳಿ ವಯಸ್ಸಿನಲ್ಲೂ ಸಾಹಿತಿ ಸುಗ್ಗೀಶ್ವರ್ಯ ಪಂಕಜಾ ಕಾವ್ಯ ವಾಚನ ಮಾಡಿ ಗಮನ ಸೆಳೆದರು. xyxy=(414,402,888,434)
schedule-row xyxy=(59,556,405,566)
schedule-row xyxy=(59,774,405,784)
event-time: ಸಂಜೆ 5.30 xyxy=(62,680,95,690)
event-time: ರಾತ್ರಿ 7.00 xyxy=(62,930,93,940)
event-description: ಮೇಜಸ್ಟಿಯನ್‌ಲ್ ಮತ್ತು ಪಂಡಿತ ಪ್ರವೀಣ್ ಗೋಡ್ಖಿಂಡಿ xyxy=(114,493,242,503)
schedule-row xyxy=(59,358,405,368)
event-time xyxy=(59,1066,114,1076)
event-time: ಸಂಜೆ 5.30 xyxy=(62,805,95,815)
event-time xyxy=(59,306,114,316)
schedule-row xyxy=(59,681,405,691)
event-time: ಸಂಜೆ 5.30 xyxy=(62,243,95,253)
schedule-row xyxy=(59,836,405,846)
schedule-row xyxy=(59,858,405,868)
event-description: ವಿತರಣೆ, ಸ್ಥಳ: ಜೆ.ಕೆ.ಮೈದಾನ. xyxy=(114,254,189,264)
event-description: : ಶ್ರೀ ಸಂಗಮೇಶ್ವರ ಕಲಾಸಂಘ, ಮೈಸೂರು ಇವರಿಂದ 'ಕಿರೀ ಮಾವ' ನಾಟಕ ಪ್ರದರ್ಶನ xyxy=(114,868,315,878)
event-description: : ಹಂಸಾ ಅಯ್ಯರ್, ಮಿಸ್ಟ್ ಅನಂತಾರಿಂದ ಭಾರತೀಯ ಜಾನಪದ ಸಂಗೀತ ಫ್ಯೂಷನ್. xyxy=(114,472,310,482)
schedule-row xyxy=(59,598,405,608)
event-time: ಬೆಳಿಗ್ಗೆ 10.30 xyxy=(62,233,101,243)
event-description: : ಬಳ್ಳಾರಿ ಜಿಲ್ಲೆಯ ವಾಸಿನಲ್ಲಿರುವ 'ಶ್ರೀ ದೇವಿ ಮಾನ್ಯ ಕಾಳಿ' ಕಲ್ಚರಲ್ ಟ್ರಸ್ಟ್‌ನಿಂದ xyxy=(114,962,301,972)
event-time: ಸಂಜೆ 8.00 xyxy=(62,773,95,783)
story3-column-2: ಮಾರ್ಗದುದ್ದಕ್ಕೂ 'ದಸರಾ' ಬದಲು 'ದಶ' ಎಂದೂ, 'ಉಪ ಸಮಿತಿ' ಬದಲು 'ಉಪ ಮಿತಿ' ಎಂದೂ ಕಾಣುತ್ತಿದ್ದು ಕನ್ನಡ ಅಕ್ಷರಗಳು ಅರ್ಧಂಬರ್ಧವಾಗಿ ಬೆಳಗುತ್ತಿವೆ. ದೀಪಾಲಂಕಾರ ಉಪ ಸಮಿತಿಯ ನಿರ್ಲಕ್ಷ್ಯಕ್ಕೆ ಕನ್ನಡಾಭಿಮಾನಿಗಳು ಬೇಸರ ವ್ಯಕ್ತಪಡಿಸಿದ್ದಾರೆ. xyxy=(574,1368,726,1421)
event-time: ಸಂಜೆ 7.00 xyxy=(62,763,95,773)
event-time: ರಾತ್ರಿ 8.00 xyxy=(62,555,93,565)
event-description: ಹಿರಿಯರ ಆಟಗಳು ಪುರುಷರು (100 ಮೀ ವಾಕಿಂಗ್ ಮತ್ತು ಲಾಟ್‌ಬ್ಯಾಕ್) xyxy=(114,326,293,336)
event-description: : ಮಹಿಳೆಯರಿಗೆ ಗೇಮ್ಸ್ (ಸಂಗೀತ ಕುರ್ಚಿ ಮತ್ತು ಬಾಲ್-ಇನ್-ದಿ ಬಕೆಟ್) ಮತ್ತು xyxy=(114,316,307,326)
schedule-row xyxy=(59,462,405,472)
event-description: ವಡೇಟ್‌ರ್ ಮತ್ತು ಬಳಗ) ಇಂದ ಲಂಬಾಣಿ ನೃತ್ಯ xyxy=(114,1107,228,1117)
attraction-row xyxy=(59,1340,405,1350)
event-time: ಸಂಜೆ 7.00 xyxy=(62,701,95,711)
event-time: ಸಂಜೆ 6.00 xyxy=(62,607,95,617)
venue-heading: ಕಿರು ರಂಗಮಂದಿರ, ಕಲಾಮಂದಿರ ಆವರಣ xyxy=(178,899,286,909)
event-description: : ಸಂಗೀತದ ಮೈಸೂರು ಟಿ.ಎಮ್.ಭಾ ಅವರಿಂದ ಸಂಗೀತ ಕಾರ್ಯಕ್ರಮ. xyxy=(114,285,281,295)
event-description: : ಸುಬ್ಬಲಕ್ಷ್ಮಿ ಮತ್ತು ತಂಡ ಮೈಸೂರು ಅವರಿಂದ ಗಮಕ ಪಠಣ. xyxy=(114,711,262,721)
schedule-row xyxy=(59,972,405,982)
event-description: : ನಿರ್ಮಲಾ, ಭೀಮಯ್ಯ ಬಳಗ, ಕೋಲಾರ ಇವರಿಂದ ಜಾನಪದ ಗೀತೆಗಳು. xyxy=(114,909,289,919)
attraction-name: ದಸರಾ ಫಲಪುಷ್ಪ ಪ್ರದರ್ಶನ, ಸ್ಥಳ: ಕುಪ್ಪಣ್ಣ ಪಾರ್ಕ್ xyxy=(62,1278,180,1287)
schedule-row xyxy=(59,743,405,753)
story1-headline-part1: ದಸರಾ ಸಮಾನತಾ ಕವಿಗೋಷ್ಠಿಯಲ್ಲಿ xyxy=(462,195,739,223)
venue-heading: ಪುರಭವನ xyxy=(219,847,245,857)
schedule-row xyxy=(59,566,405,576)
banner-year: 2024 xyxy=(644,144,717,174)
attraction-row xyxy=(59,1309,405,1319)
schedule-row xyxy=(59,525,405,535)
venue-heading: ನಟನ ರಂಗಮಂದಿರ, ರಾಮಕೃಷ್ಣನಗರ xyxy=(184,994,280,1003)
event-description: 'ದುರ್ಯೋಧನ' ನಾಟಕ ಪ್ರದರ್ಶನ xyxy=(114,888,195,898)
event-time: ರಾತ್ರಿ 9.00 xyxy=(62,1097,93,1107)
